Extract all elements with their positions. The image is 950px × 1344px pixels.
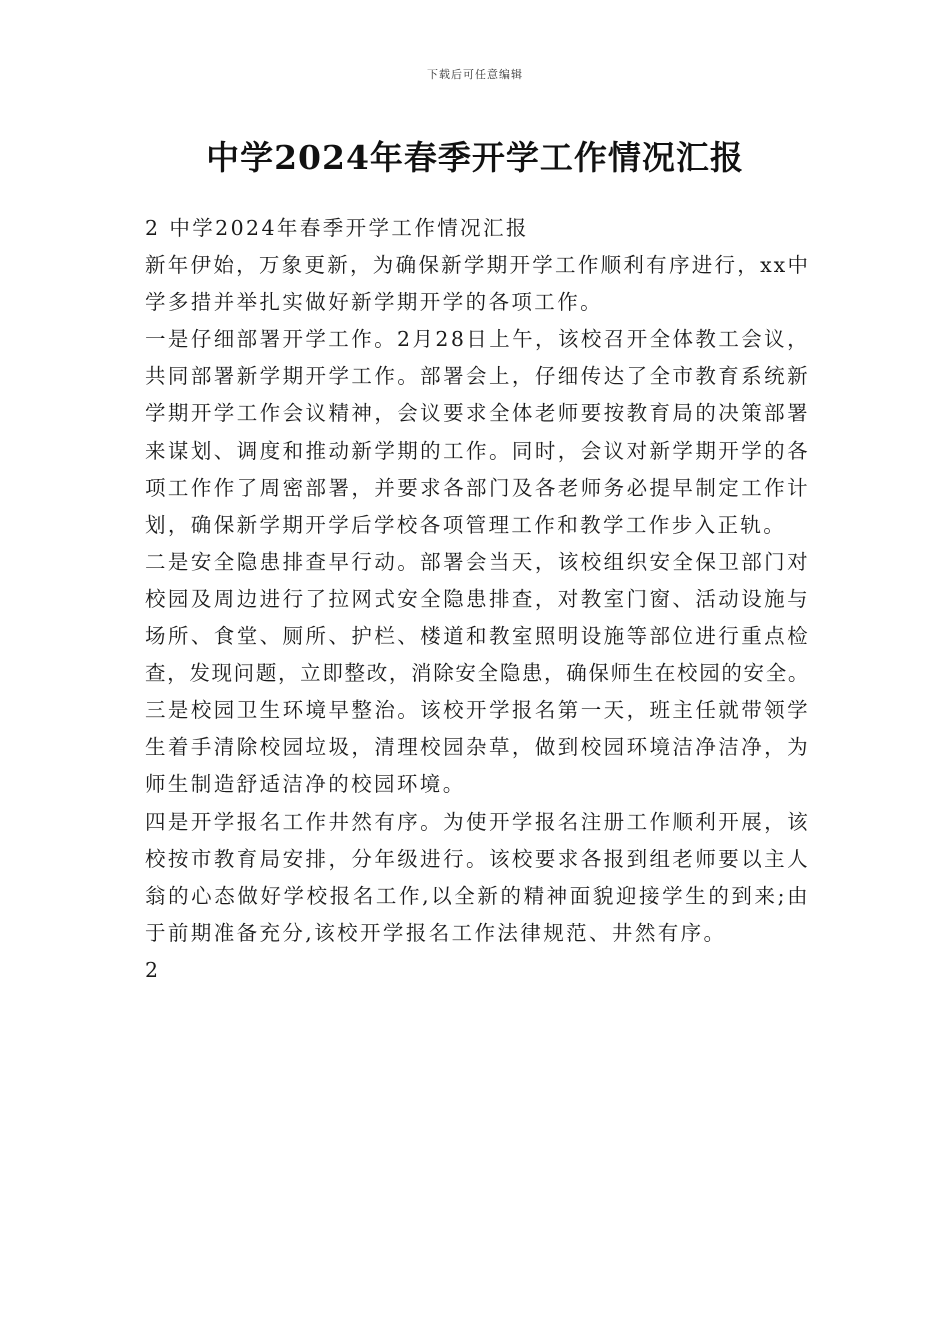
header-note: 下载后可任意编辑 <box>427 68 523 81</box>
paragraph-line: 项工作作了周密部署，并要求各部门及各老师务必提早制定工作计 <box>145 475 810 500</box>
paragraph-line: 查，发现问题，立即整改，消除安全隐患，确保师生在校园的安全。 <box>145 661 810 686</box>
subtitle-line: 2 中学2024年春季开学工作情况汇报 <box>145 216 529 240</box>
paragraph-line: 四是开学报名工作井然有序。为使开学报名注册工作顺利开展，该 <box>145 809 810 834</box>
paragraph-line: 翁的心态做好学校报名工作,以全新的精神面貌迎接学生的到来;由 <box>145 883 810 908</box>
paragraph-line: 三是校园卫生环境早整治。该校开学报名第一天，班主任就带领学 <box>145 698 810 723</box>
paragraph-line: 划，确保新学期开学后学校各项管理工作和教学工作步入正轨。 <box>145 512 787 537</box>
paragraph-line: 场所、食堂、厕所、护栏、楼道和教室照明设施等部位进行重点检 <box>145 624 810 649</box>
paragraph-line: 新年伊始，万象更新，为确保新学期开学工作顺利有序进行，xx中 <box>145 253 810 278</box>
paragraph-line: 共同部署新学期开学工作。部署会上，仔细传达了全市教育系统新 <box>145 364 810 389</box>
paragraph-line: 校按市教育局安排，分年级进行。该校要求各报到组老师要以主人 <box>145 846 810 871</box>
paragraph-line: 学多措并举扎实做好新学期开学的各项工作。 <box>145 290 603 315</box>
paragraph-line: 学期开学工作会议精神，会议要求全体老师要按教育局的决策部署 <box>145 401 810 426</box>
page-number: 2 <box>145 957 161 982</box>
paragraph-line: 二是安全隐患排查早行动。部署会当天，该校组织安全保卫部门对 <box>145 549 810 574</box>
paragraph-line: 一是仔细部署开学工作。2月28日上午，该校召开全体教工会议， <box>145 327 810 352</box>
document-title: 中学2024年春季开学工作情况汇报 <box>206 138 744 177</box>
paragraph-line: 生着手清除校园垃圾，清理校园杂草，做到校园环境洁净洁净，为 <box>145 735 810 760</box>
paragraph-line: 于前期准备充分,该校开学报名工作法律规范、井然有序。 <box>145 920 727 945</box>
paragraph-line: 来谋划、调度和推动新学期的工作。同时，会议对新学期开学的各 <box>145 438 810 463</box>
paragraph-line: 校园及周边进行了拉网式安全隐患排查，对教室门窗、活动设施与 <box>145 586 810 611</box>
paragraph-line: 师生制造舒适洁净的校园环境。 <box>145 772 466 797</box>
document-body <box>145 210 810 989</box>
